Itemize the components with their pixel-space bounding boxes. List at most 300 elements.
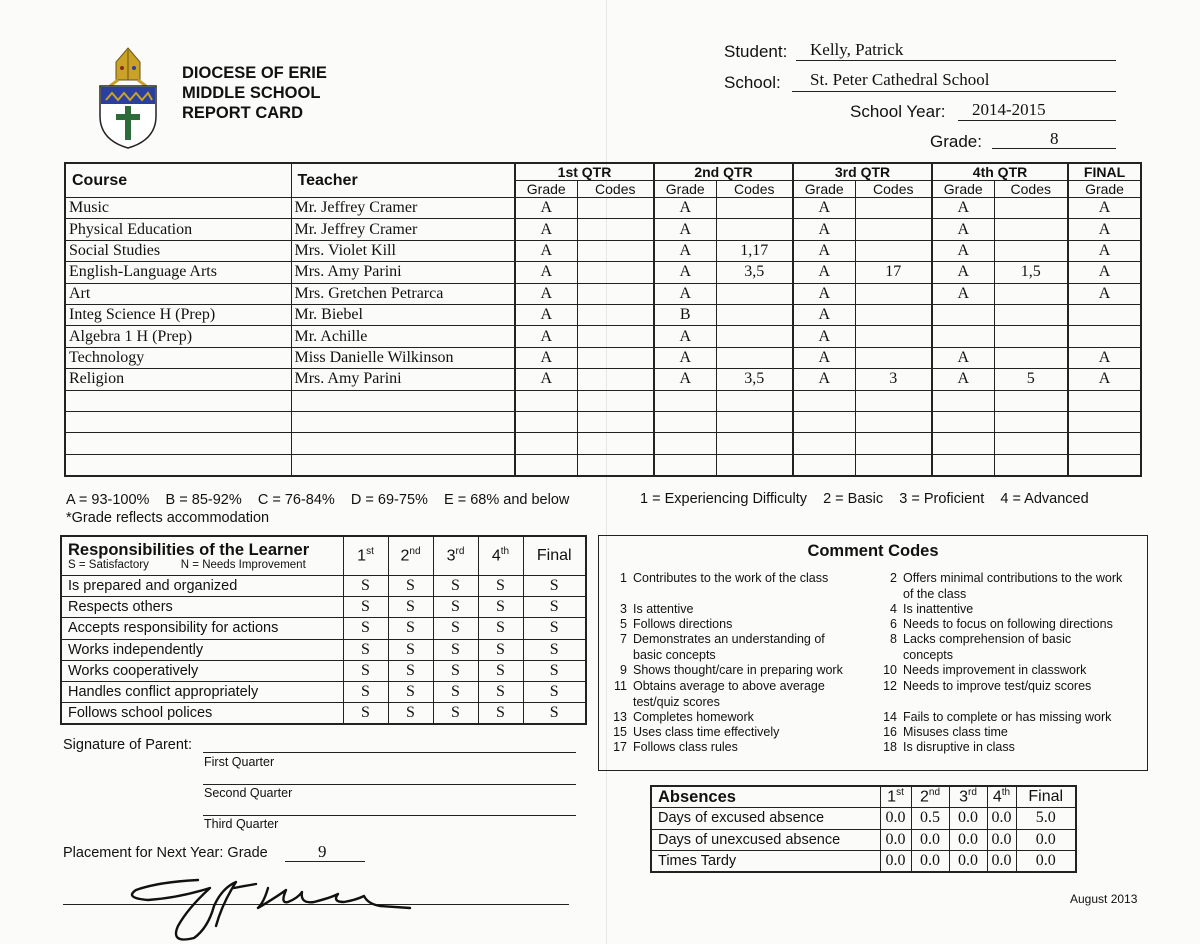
q4g-cell: A — [932, 262, 994, 283]
school-year-value: 2014-2015 — [972, 100, 1046, 119]
q4-grade-sub: Grade — [932, 181, 994, 198]
q4-header: 4th QTR — [932, 163, 1068, 181]
comment-codes-box — [598, 535, 1148, 771]
grade-value: 8 — [1050, 129, 1059, 148]
abs-final-header: Final — [1016, 786, 1076, 808]
responsibility-label: Respects others — [61, 597, 343, 618]
q3c-cell — [855, 326, 932, 347]
comment-code-number: 5 — [620, 617, 627, 631]
comment-code-number: 7 — [620, 632, 627, 646]
absence-value: 0.0 — [949, 850, 987, 872]
q4g-cell — [932, 433, 994, 454]
comment-code-number: 17 — [613, 740, 627, 754]
q1g-cell — [515, 390, 577, 411]
comment-code-text: Completes homework — [633, 710, 754, 724]
signature-line-q1 — [203, 752, 576, 753]
q1c-cell — [577, 283, 654, 304]
q1c-cell — [577, 304, 654, 325]
q4g-cell — [932, 390, 994, 411]
comment-code-number: 16 — [883, 725, 897, 739]
course-header: Course — [65, 163, 291, 198]
grade-row — [65, 304, 1141, 325]
q1c-cell — [577, 262, 654, 283]
comment-code-8 — [879, 632, 1071, 663]
q4g-cell — [932, 454, 994, 476]
comment-code-number: 9 — [620, 663, 627, 677]
comment-code-number: 13 — [613, 710, 627, 724]
q4c-cell — [994, 304, 1068, 325]
responsibility-value: S — [388, 576, 433, 597]
responsibility-value: S — [433, 681, 478, 702]
signature-q2-label: Second Quarter — [204, 786, 293, 800]
abs-q1-header: 1st — [880, 786, 911, 808]
absence-row — [651, 808, 1076, 829]
comment-code-number: 12 — [883, 679, 897, 693]
comment-code-text: Obtains average to above average — [633, 679, 825, 693]
comment-code-continuation: of the class — [903, 586, 967, 601]
absence-value: 0.0 — [987, 829, 1016, 850]
responsibility-value: S — [478, 681, 523, 702]
absence-value: 0.0 — [911, 829, 949, 850]
comment-code-text: Demonstrates an understanding of — [633, 632, 825, 646]
grade-label: Grade: — [930, 132, 982, 151]
q1g-cell — [515, 433, 577, 454]
principal-signature-icon — [118, 868, 418, 944]
responsibility-label: Accepts responsibility for actions — [61, 618, 343, 639]
responsibility-label: Works independently — [61, 639, 343, 660]
q4g-cell: A — [932, 369, 994, 390]
q3c-cell — [855, 219, 932, 240]
q3g-cell — [793, 411, 855, 432]
responsibility-value: S — [343, 660, 388, 681]
course-cell: English-Language Arts — [65, 262, 291, 283]
signature-q3-label: Third Quarter — [204, 817, 279, 831]
final-cell: A — [1068, 198, 1141, 219]
q3c-cell — [855, 433, 932, 454]
responsibility-value: S — [478, 639, 523, 660]
comment-code-number: 18 — [883, 740, 897, 754]
resp-q3-header: 3rd — [433, 536, 478, 576]
q4g-cell — [932, 411, 994, 432]
responsibility-value: S — [523, 576, 586, 597]
q2g-cell: A — [654, 326, 716, 347]
q1c-cell — [577, 411, 654, 432]
q4g-cell — [932, 326, 994, 347]
q1c-cell — [577, 390, 654, 411]
q3c-cell: 3 — [855, 369, 932, 390]
q2c-cell — [716, 326, 793, 347]
comment-code-3 — [609, 602, 693, 618]
q4c-cell — [994, 347, 1068, 368]
comment-code-text: Is disruptive in class — [903, 740, 1015, 754]
q1g-cell: A — [515, 283, 577, 304]
responsibilities-header — [61, 536, 343, 576]
q4g-cell: A — [932, 240, 994, 261]
teacher-cell: Mr. Achille — [291, 326, 515, 347]
q2g-cell: A — [654, 219, 716, 240]
responsibilities-title: Responsibilities of the Learner — [68, 540, 310, 559]
q4-codes-sub: Codes — [994, 181, 1068, 198]
comment-code-14 — [879, 710, 1111, 726]
teacher-cell — [291, 390, 515, 411]
comment-code-number: 6 — [890, 617, 897, 631]
responsibility-value: S — [433, 639, 478, 660]
responsibility-row — [61, 681, 586, 702]
grade-row — [65, 411, 1141, 432]
responsibility-value: S — [433, 618, 478, 639]
q3g-cell: A — [793, 369, 855, 390]
grade-row — [65, 198, 1141, 219]
course-cell: Physical Education — [65, 219, 291, 240]
absences-table — [650, 785, 1077, 873]
comment-code-number: 11 — [614, 679, 627, 693]
final-cell: A — [1068, 347, 1141, 368]
q1c-cell — [577, 240, 654, 261]
teacher-cell: Mr. Jeffrey Cramer — [291, 198, 515, 219]
q2g-cell: A — [654, 369, 716, 390]
comment-code-10 — [879, 663, 1086, 679]
placement-label: Placement for Next Year: Grade — [63, 845, 268, 861]
q1g-cell: A — [515, 219, 577, 240]
q2g-cell: A — [654, 283, 716, 304]
q3-grade-sub: Grade — [793, 181, 855, 198]
responsibilities-table — [60, 535, 587, 725]
q1c-cell — [577, 198, 654, 219]
q4c-cell — [994, 283, 1068, 304]
final-cell: A — [1068, 240, 1141, 261]
teacher-cell — [291, 454, 515, 476]
q1-codes-sub: Codes — [577, 181, 654, 198]
absence-row — [651, 829, 1076, 850]
course-cell: Social Studies — [65, 240, 291, 261]
grade-scale — [66, 491, 569, 527]
responsibility-value: S — [478, 597, 523, 618]
resp-q2-header: 2nd — [388, 536, 433, 576]
q2-header: 2nd QTR — [654, 163, 793, 181]
q4c-cell: 1,5 — [994, 262, 1068, 283]
course-cell: Integ Science H (Prep) — [65, 304, 291, 325]
responsibility-value: S — [523, 681, 586, 702]
teacher-cell — [291, 433, 515, 454]
responsibility-value: S — [523, 703, 586, 725]
q4g-cell: A — [932, 219, 994, 240]
responsibility-value: S — [343, 597, 388, 618]
absence-value: 0.0 — [911, 850, 949, 872]
abs-q4-header: 4th — [987, 786, 1016, 808]
comment-code-number: 8 — [890, 632, 897, 646]
q1g-cell: A — [515, 369, 577, 390]
q1c-cell — [577, 433, 654, 454]
q1c-cell — [577, 369, 654, 390]
q3g-cell: A — [793, 219, 855, 240]
q3g-cell: A — [793, 304, 855, 325]
q2c-cell — [716, 198, 793, 219]
grade-row — [65, 219, 1141, 240]
q1g-cell: A — [515, 198, 577, 219]
comment-code-text: Fails to complete or has missing work — [903, 710, 1112, 724]
final-header: FINAL — [1068, 163, 1141, 181]
q2c-cell — [716, 390, 793, 411]
grade-row — [65, 262, 1141, 283]
teacher-cell: Mrs. Amy Parini — [291, 262, 515, 283]
diocese-crest-icon — [96, 46, 160, 150]
q1g-cell: A — [515, 262, 577, 283]
final-cell — [1068, 433, 1141, 454]
q3c-cell — [855, 283, 932, 304]
q2g-cell: A — [654, 240, 716, 261]
responsibility-value: S — [478, 618, 523, 639]
q4c-cell — [994, 454, 1068, 476]
comment-code-text: Follows class rules — [633, 740, 738, 754]
responsibility-row — [61, 618, 586, 639]
comment-code-text: Needs to improve test/quiz scores — [903, 679, 1092, 693]
form-date: August 2013 — [1070, 892, 1138, 906]
comment-code-5 — [609, 617, 732, 633]
absence-label: Times Tardy — [651, 850, 880, 872]
final-grade-sub: Grade — [1068, 181, 1141, 198]
responsibility-label: Handles conflict appropriately — [61, 681, 343, 702]
document-title — [182, 63, 327, 123]
comment-code-text: Misuses class time — [903, 725, 1008, 739]
comment-code-13 — [609, 710, 754, 726]
comment-code-number: 14 — [883, 710, 897, 724]
responsibility-value: S — [523, 660, 586, 681]
q1g-cell — [515, 411, 577, 432]
resp-final-header: Final — [523, 536, 586, 576]
q3g-cell: A — [793, 347, 855, 368]
q3c-cell — [855, 454, 932, 476]
q1g-cell: A — [515, 240, 577, 261]
comment-code-number: 10 — [883, 663, 897, 677]
absence-value: 0.5 — [911, 808, 949, 829]
responsibility-value: S — [478, 703, 523, 725]
comment-code-9 — [609, 663, 843, 679]
teacher-cell: Mrs. Gretchen Petrarca — [291, 283, 515, 304]
comment-code-number: 4 — [890, 602, 897, 616]
comment-code-number: 15 — [613, 725, 627, 739]
q2g-cell — [654, 433, 716, 454]
final-cell: A — [1068, 262, 1141, 283]
q3c-cell — [855, 240, 932, 261]
q2g-cell — [654, 454, 716, 476]
comment-code-2 — [879, 571, 1122, 602]
q3g-cell — [793, 454, 855, 476]
final-cell — [1068, 304, 1141, 325]
q1-header: 1st QTR — [515, 163, 654, 181]
teacher-cell: Mr. Biebel — [291, 304, 515, 325]
grade-row — [65, 240, 1141, 261]
q2c-cell — [716, 283, 793, 304]
course-cell: Technology — [65, 347, 291, 368]
responsibility-row — [61, 639, 586, 660]
responsibilities-legend: S = Satisfactory N = Needs Improvement — [68, 558, 306, 571]
q2c-cell — [716, 219, 793, 240]
grade-row — [65, 283, 1141, 304]
grade-row — [65, 390, 1141, 411]
absence-value: 0.0 — [880, 808, 911, 829]
abs-q2-header: 2nd — [911, 786, 949, 808]
teacher-cell — [291, 411, 515, 432]
q4g-cell — [932, 304, 994, 325]
responsibility-value: S — [433, 597, 478, 618]
q2g-cell — [654, 411, 716, 432]
responsibility-label: Follows school polices — [61, 703, 343, 725]
absence-label: Days of unexcused absence — [651, 829, 880, 850]
comment-code-number: 1 — [620, 571, 627, 585]
q1c-cell — [577, 347, 654, 368]
resp-q1-header: 1st — [343, 536, 388, 576]
responsibility-value: S — [388, 681, 433, 702]
final-cell — [1068, 454, 1141, 476]
final-cell: A — [1068, 219, 1141, 240]
comment-code-number: 2 — [890, 571, 897, 585]
q3g-cell — [793, 433, 855, 454]
q3c-cell — [855, 304, 932, 325]
responsibility-value: S — [523, 618, 586, 639]
q2c-cell — [716, 433, 793, 454]
title-line-3: REPORT CARD — [182, 104, 304, 122]
q3c-cell — [855, 198, 932, 219]
absence-value: 0.0 — [949, 808, 987, 829]
comment-code-continuation: test/quiz scores — [633, 694, 720, 709]
comment-codes-title: Comment Codes — [807, 542, 939, 560]
q4c-cell — [994, 411, 1068, 432]
responsibility-label: Is prepared and organized — [61, 576, 343, 597]
comment-code-6 — [879, 617, 1113, 633]
q3g-cell: A — [793, 262, 855, 283]
q3g-cell: A — [793, 240, 855, 261]
responsibility-value: S — [433, 576, 478, 597]
comment-code-text: Needs to focus on following directions — [903, 617, 1113, 631]
school-label: School: — [724, 73, 781, 92]
absence-value: 0.0 — [880, 850, 911, 872]
q1g-cell: A — [515, 326, 577, 347]
comment-code-12 — [879, 679, 1091, 695]
q3c-cell — [855, 390, 932, 411]
q2g-cell: A — [654, 198, 716, 219]
signature-q1-label: First Quarter — [204, 755, 275, 769]
comment-code-number: 3 — [620, 602, 627, 616]
q2g-cell: A — [654, 262, 716, 283]
responsibility-value: S — [478, 576, 523, 597]
absence-value: 0.0 — [987, 850, 1016, 872]
q4c-cell — [994, 219, 1068, 240]
student-label: Student: — [724, 42, 788, 61]
resp-q4-header: 4th — [478, 536, 523, 576]
teacher-cell: Mr. Jeffrey Cramer — [291, 219, 515, 240]
q1c-cell — [577, 326, 654, 347]
q1g-cell: A — [515, 347, 577, 368]
responsibility-row — [61, 703, 586, 725]
absence-value: 5.0 — [1016, 808, 1076, 829]
q4g-cell: A — [932, 347, 994, 368]
q2c-cell — [716, 411, 793, 432]
final-cell: A — [1068, 283, 1141, 304]
responsibility-label: Works cooperatively — [61, 660, 343, 681]
comment-code-text: Follows directions — [633, 617, 733, 631]
comment-code-continuation: basic concepts — [633, 647, 716, 662]
comment-code-continuation: concepts — [903, 647, 954, 662]
signature-line-q2 — [203, 784, 576, 785]
grade-scale-text: A = 93-100% B = 85-92% C = 76-84% D = 69-75% E = 68% and below — [66, 492, 570, 508]
teacher-header: Teacher — [291, 163, 515, 198]
q3g-cell: A — [793, 198, 855, 219]
absence-value: 0.0 — [987, 808, 1016, 829]
grade-row — [65, 326, 1141, 347]
q2c-cell — [716, 347, 793, 368]
responsibility-row — [61, 597, 586, 618]
final-cell: A — [1068, 369, 1141, 390]
comment-code-16 — [879, 725, 1008, 741]
effort-scale: 1 = Experiencing Difficulty 2 = Basic 3 = Proficient 4 = Advanced — [640, 491, 1089, 507]
responsibility-value: S — [478, 660, 523, 681]
comment-code-18 — [879, 740, 1015, 756]
course-cell — [65, 390, 291, 411]
q4c-cell — [994, 198, 1068, 219]
final-cell — [1068, 411, 1141, 432]
q3g-cell — [793, 390, 855, 411]
absence-row — [651, 850, 1076, 872]
q4g-cell: A — [932, 198, 994, 219]
responsibility-value: S — [388, 597, 433, 618]
responsibility-row — [61, 660, 586, 681]
course-cell — [65, 411, 291, 432]
comment-code-text: Shows thought/care in preparing work — [633, 663, 843, 677]
grade-row — [65, 433, 1141, 454]
responsibility-value: S — [523, 639, 586, 660]
final-cell — [1068, 390, 1141, 411]
comment-code-1 — [609, 571, 828, 587]
q3g-cell: A — [793, 283, 855, 304]
comment-code-text: Uses class time effectively — [633, 725, 780, 739]
q3c-cell — [855, 411, 932, 432]
responsibility-value: S — [388, 703, 433, 725]
comment-code-text: Offers minimal contributions to the work — [903, 571, 1123, 585]
q4c-cell — [994, 390, 1068, 411]
title-line-1: DIOCESE OF ERIE — [182, 64, 327, 82]
comment-code-11 — [609, 679, 825, 710]
comment-code-text: Contributes to the work of the class — [633, 571, 829, 585]
q2c-cell: 1,17 — [716, 240, 793, 261]
abs-q3-header: 3rd — [949, 786, 987, 808]
signature-label: Signature of Parent: — [63, 737, 192, 753]
comment-code-text: Needs improvement in classwork — [903, 663, 1087, 677]
grade-row — [65, 369, 1141, 390]
responsibility-value: S — [433, 660, 478, 681]
responsibility-value: S — [433, 703, 478, 725]
q1c-cell — [577, 454, 654, 476]
comment-code-7 — [609, 632, 825, 663]
q2c-cell: 3,5 — [716, 262, 793, 283]
responsibility-row — [61, 576, 586, 597]
grade-row — [65, 454, 1141, 476]
final-cell — [1068, 326, 1141, 347]
responsibility-value: S — [388, 660, 433, 681]
school-value: St. Peter Cathedral School — [810, 70, 990, 89]
signature-line-q3 — [203, 815, 576, 816]
accommodation-note: *Grade reflects accommodation — [66, 510, 270, 526]
absence-value: 0.0 — [949, 829, 987, 850]
responsibility-value: S — [343, 576, 388, 597]
comment-code-text: Is attentive — [633, 602, 694, 616]
q3-header: 3rd QTR — [793, 163, 932, 181]
comment-code-17 — [609, 740, 738, 756]
comment-code-4 — [879, 602, 973, 618]
responsibility-value: S — [388, 618, 433, 639]
q2g-cell: A — [654, 347, 716, 368]
comment-code-text: Is inattentive — [903, 602, 974, 616]
teacher-cell: Miss Danielle Wilkinson — [291, 347, 515, 368]
